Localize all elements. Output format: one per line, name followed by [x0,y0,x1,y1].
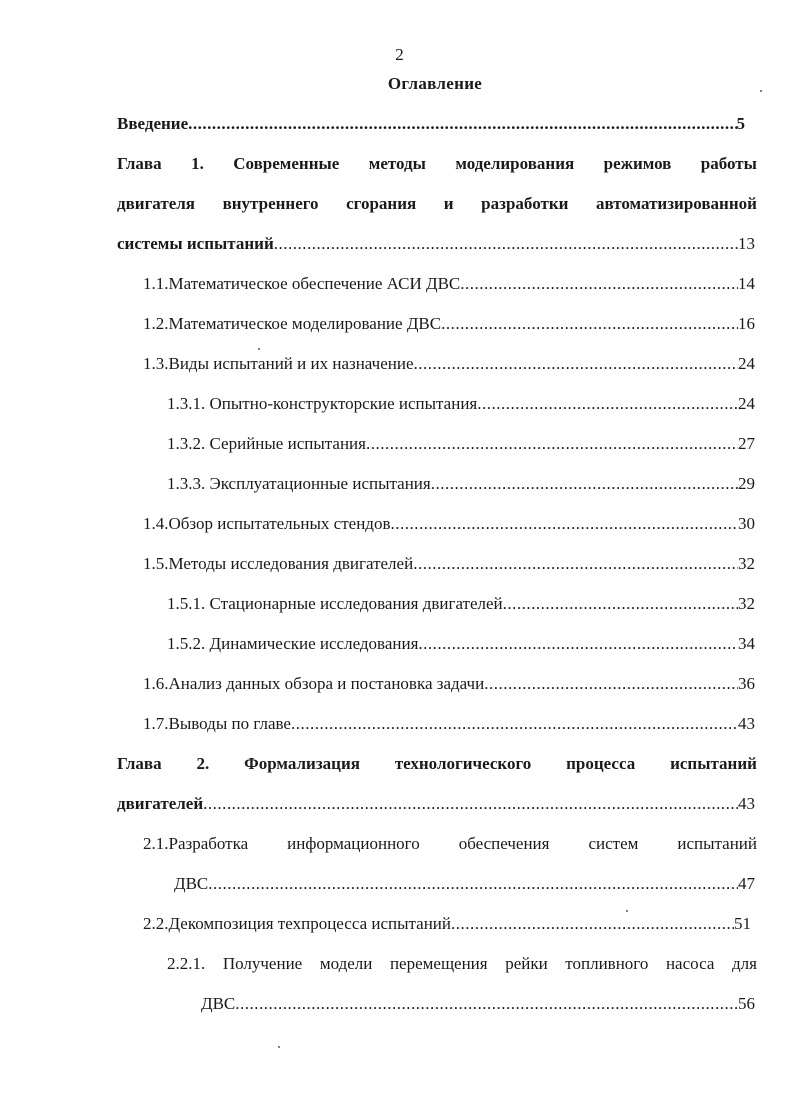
toc-entry-page: 5 [736,114,745,133]
toc-entry-label: ДВС [174,874,209,893]
toc-entry-page: 34 [738,634,755,653]
toc-entry-label: 1.5.Методы исследования двигателей [143,554,414,573]
toc-entry-label: 1.7.Выводы по главе [143,714,291,733]
toc-entry-1-2[interactable] [143,312,755,336]
chapter-1-title-line-1[interactable] [117,152,757,176]
toc-entry-1-5[interactable] [143,552,755,576]
toc-entry-2-1[interactable] [143,832,757,856]
toc-entry-label: 1.6.Анализ данных обзора и постановка задачи [143,674,485,693]
chapter-1-title-line-2[interactable] [117,192,757,216]
toc-entry-1-5-1[interactable] [167,592,755,616]
toc-entry-label: 1.1.Математическое обеспечение АСИ ДВС [143,274,461,293]
toc-entry-page: 43 [738,794,755,813]
toc-entry-page: 27 [738,434,755,453]
leader-dots [451,912,734,936]
toc-entry-2-2-1-continued[interactable] [201,992,755,1016]
toc-entry-1-3[interactable] [143,352,755,376]
chapter-2-title-line-1[interactable] [117,752,757,776]
word: Формализация [244,754,360,773]
word: 2. [196,754,210,773]
leader-dots [441,312,738,336]
toc-entry-label: 1.3.1. Опытно-конструкторские испытания [167,394,478,413]
toc-entry-page: 32 [738,554,755,573]
word: топливного [565,954,649,973]
word: обеспечения [458,834,550,853]
leader-dots [503,592,738,616]
toc-entry-page: 43 [738,714,755,733]
leader-dots [414,352,739,376]
toc-entry-intro[interactable] [117,112,745,136]
scan-speck [278,1046,280,1048]
toc-entry-label: 1.2.Математическое моделирование ДВС [143,314,442,333]
leader-dots [477,392,738,416]
word: технологического [394,754,532,773]
toc-entry-label: 1.5.2. Динамические исследования [167,634,419,653]
word: систем [588,834,639,853]
word: перемещения [389,954,488,973]
word: процесса [566,754,636,773]
toc-entry-page: 56 [738,994,755,1013]
toc-entry-1-5-2[interactable] [167,632,755,656]
leader-dots [203,792,738,816]
toc-entry-1-3-1[interactable] [167,392,755,416]
toc-entry-label: 1.3.3. Эксплуатационные испытания [167,474,431,493]
leader-dots [366,432,738,456]
word: для [731,954,757,973]
leader-dots [235,992,738,1016]
toc-entry-page: 14 [738,274,755,293]
word: модели [319,954,373,973]
word: Глава [117,154,162,173]
toc-entry-page: 24 [738,354,755,373]
toc-entry-label: двигателей [117,794,204,813]
word: 2.2.1. [167,954,206,973]
word: работы [700,154,757,173]
word: сгорания [346,194,417,213]
word: автоматизированной [595,194,757,213]
word: 2.1.Разработка [143,834,249,853]
toc-entry-label: 1.3.2. Серийные испытания [167,434,366,453]
chapter-1-title-line-3[interactable] [117,232,755,256]
toc-entry-2-1-continued[interactable] [174,872,755,896]
toc-entry-1-4[interactable] [143,512,755,536]
toc-entry-1-3-2[interactable] [167,432,755,456]
leader-dots [274,232,738,256]
page-number: 2 [395,45,404,64]
leader-dots [390,512,738,536]
toc-entry-page: 29 [738,474,755,493]
word: информационного [287,834,420,853]
leader-dots [431,472,738,496]
leader-dots [460,272,738,296]
toc-entry-label: 1.3.Виды испытаний и их назначение [143,354,414,373]
toc-entry-label: 1.4.Обзор испытательных стендов [143,514,391,533]
word: испытаний [670,754,757,773]
toc-entry-label: 1.5.1. Стационарные исследования двигателей [167,594,503,613]
toc-entry-2-2-1[interactable] [167,952,757,976]
scan-speck [258,348,260,350]
toc-entry-page: 47 [738,874,755,893]
toc-entry-1-6[interactable] [143,672,755,696]
word: методы [368,154,426,173]
word: Современные [233,154,340,173]
toc-entry-label: ДВС [201,994,236,1013]
toc-entry-label: 2.2.Декомпозиция техпроцесса испытаний [143,914,452,933]
toc-entry-page: 24 [738,394,755,413]
word: и [443,194,454,213]
word: разработки [481,194,569,213]
leader-dots [208,872,738,896]
toc-entry-2-2[interactable] [143,912,751,936]
leader-dots [413,552,738,576]
word: режимов [603,154,672,173]
scan-speck [760,90,762,92]
word: Получение [222,954,303,973]
toc-entry-page: 51 [734,914,751,933]
word: испытаний [677,834,757,853]
toc-heading: Оглавление [387,74,483,93]
toc-entry-page: 30 [738,514,755,533]
toc-entry-page: 13 [738,234,755,253]
leader-dots [418,632,738,656]
toc-entry-page: 16 [738,314,755,333]
word: рейки [505,954,548,973]
leader-dots [188,112,736,136]
scan-speck [626,910,628,912]
toc-entry-1-7[interactable] [143,712,755,736]
word: Глава [117,754,162,773]
toc-entry-page: 32 [738,594,755,613]
word: 1. [191,154,204,173]
toc-entry-1-3-3[interactable] [167,472,755,496]
word: насоса [665,954,715,973]
word: моделирования [455,154,575,173]
leader-dots [484,672,738,696]
leader-dots [291,712,738,736]
toc-entry-label: Введение [117,114,189,133]
word: двигателя [117,194,195,213]
toc-entry-label: системы испытаний [117,234,274,253]
word: внутреннего [222,194,319,213]
toc-entry-1-1[interactable] [143,272,755,296]
chapter-2-title-line-2[interactable] [117,792,755,816]
toc-entry-page: 36 [738,674,755,693]
